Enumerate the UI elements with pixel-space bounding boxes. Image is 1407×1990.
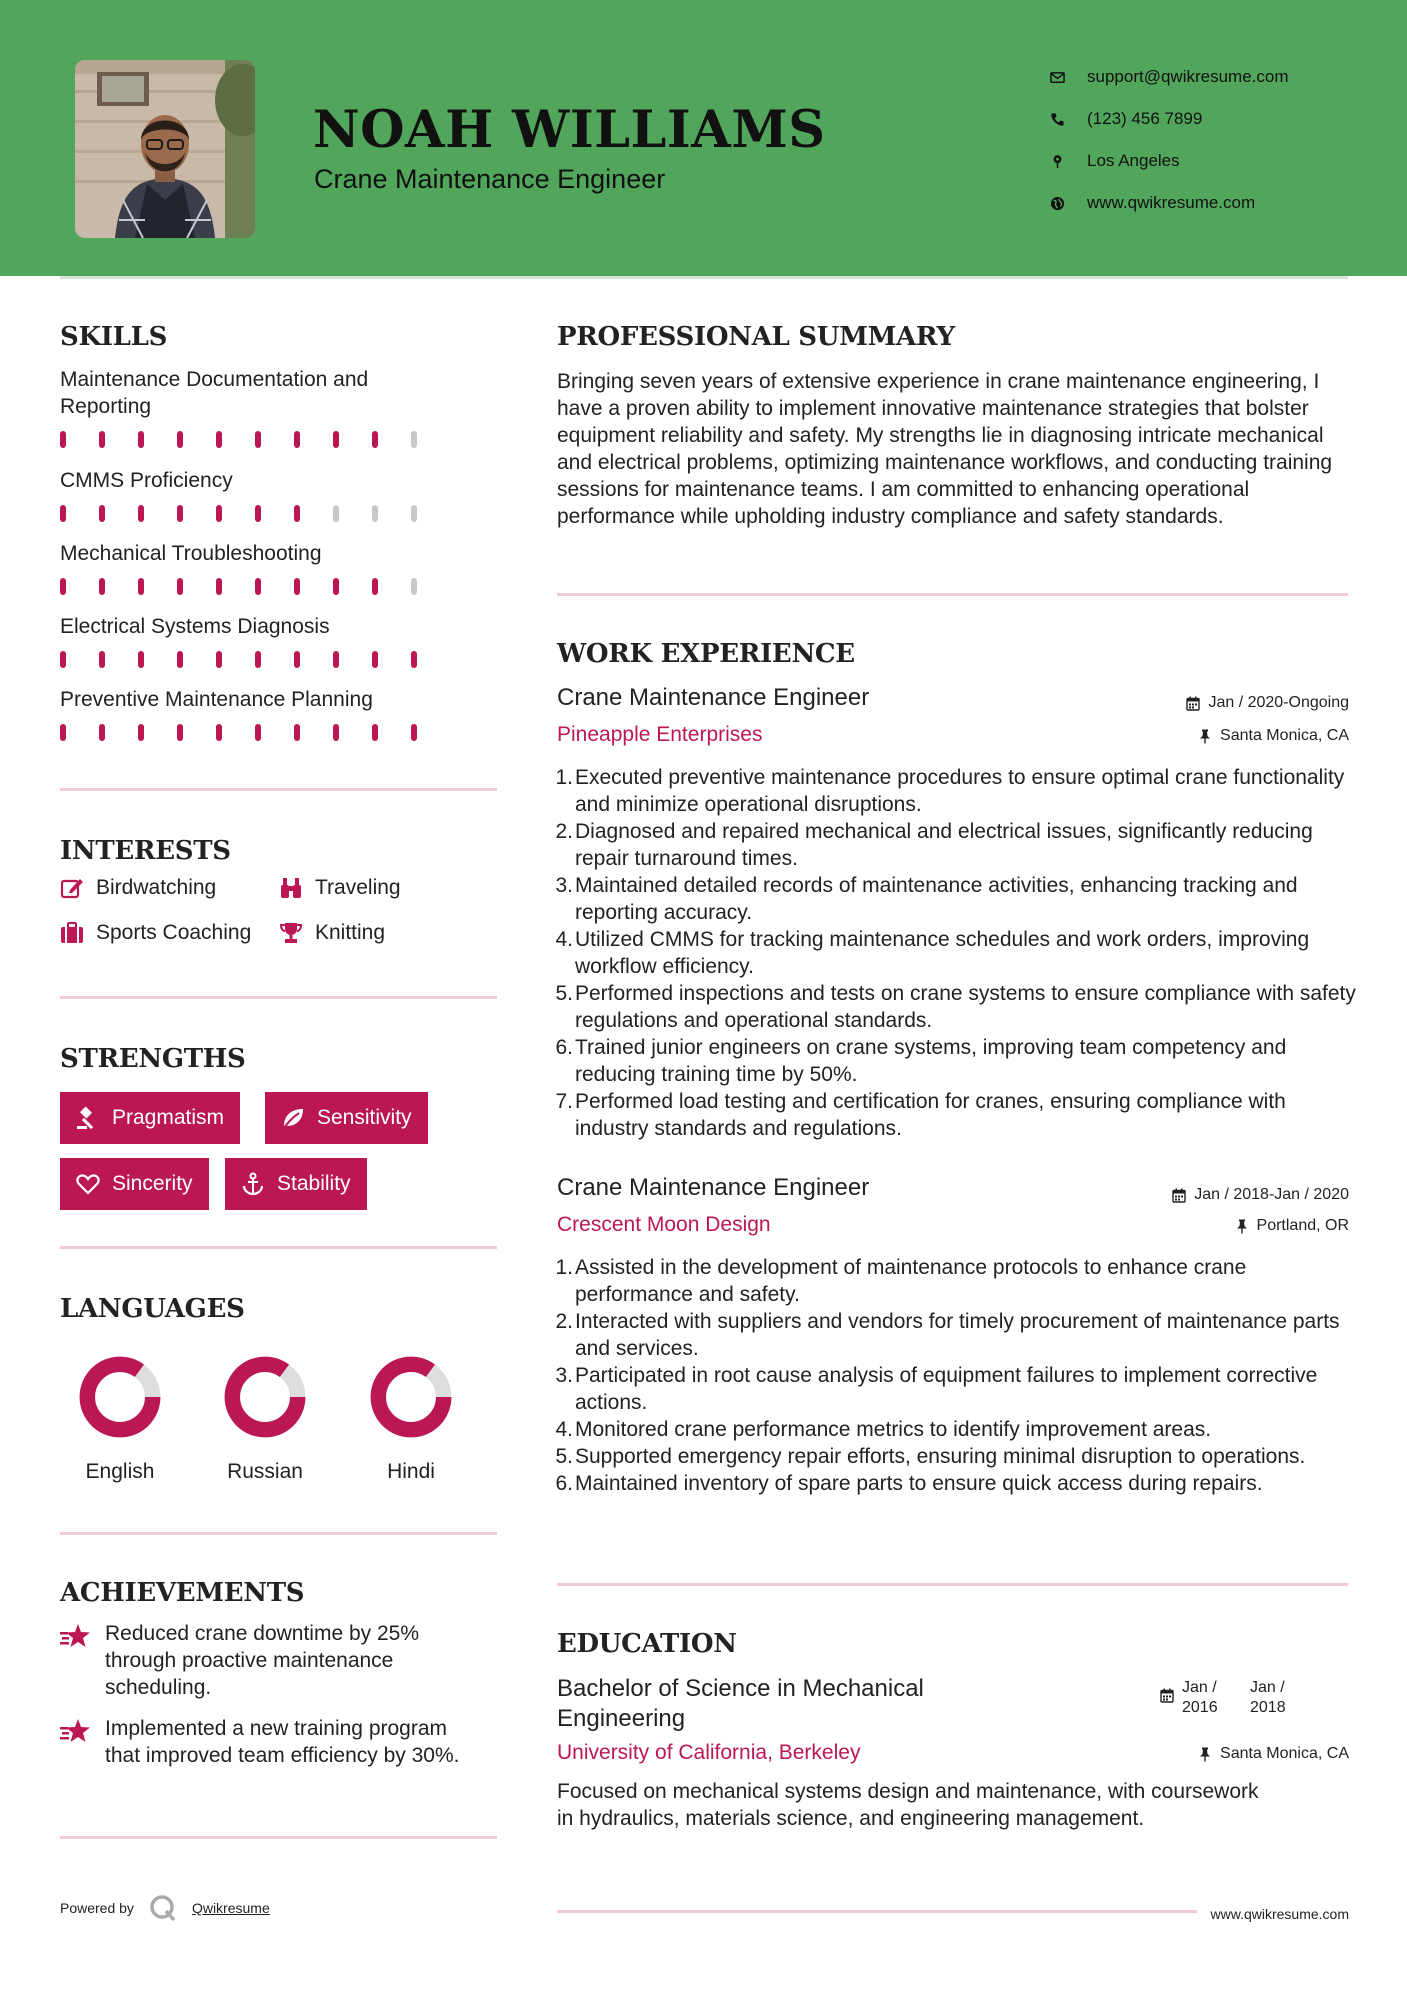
- rating-dot-filled: [333, 431, 339, 448]
- bullet-number: 6.: [555, 1472, 573, 1495]
- job-bullets: [557, 1254, 1357, 1497]
- rating-dot-filled: [294, 651, 300, 668]
- achievement-item: [60, 1715, 475, 1769]
- skill-name: Maintenance Documentation and Reporting: [60, 368, 369, 418]
- rating-dot-filled: [411, 651, 417, 668]
- language-name: Russian: [227, 1460, 303, 1483]
- rating-dot-filled: [99, 724, 105, 741]
- calendar-icon: [1186, 696, 1200, 711]
- bullet-text: Supported emergency repair efforts, ensuring minimal disruption to operations.: [575, 1445, 1306, 1468]
- rating-dot-filled: [177, 431, 183, 448]
- rating-dot-filled: [333, 578, 339, 595]
- achievements-heading: ACHIEVEMENTS: [60, 1578, 305, 1608]
- strength-label: Sincerity: [112, 1172, 193, 1195]
- company-name: Pineapple Enterprises: [557, 723, 763, 746]
- rating-dot-filled: [372, 578, 378, 595]
- star-icon: [60, 1717, 92, 1745]
- rating-dot-filled: [216, 505, 222, 522]
- candidate-name: NOAH WILLIAMS: [313, 100, 826, 160]
- rating-dot-filled: [138, 505, 144, 522]
- job-dates: [1186, 694, 1349, 712]
- rating-dot-filled: [99, 578, 105, 595]
- divider: [60, 1246, 497, 1249]
- job-bullet: [557, 1088, 1357, 1142]
- briefcase-icon: [60, 921, 84, 945]
- pushpin-icon: [1198, 1747, 1212, 1762]
- bullet-number: 2.: [555, 1310, 573, 1333]
- interest-label: Traveling: [315, 876, 401, 899]
- skill-name: Electrical Systems Diagnosis: [60, 615, 330, 638]
- language-item: [60, 1354, 180, 1484]
- job-bullet: [557, 1443, 1357, 1470]
- candidate-title: Crane Maintenance Engineer: [314, 164, 666, 194]
- contact-email[interactable]: [1050, 56, 1289, 98]
- skills-heading: SKILLS: [60, 322, 168, 352]
- divider: [60, 996, 497, 999]
- degree-title: Bachelor of Science in Mechanical Engineering: [557, 1675, 924, 1732]
- job-bullet: [557, 926, 1357, 980]
- job-bullet: [557, 1362, 1357, 1416]
- rating-dot-filled: [99, 431, 105, 448]
- education-dates: [1160, 1678, 1305, 1718]
- job-title: Crane Maintenance Engineer: [557, 684, 870, 711]
- job-location: [1235, 1217, 1349, 1235]
- rating-dot-filled: [372, 724, 378, 741]
- rating-dot-filled: [138, 578, 144, 595]
- skill-rating: [60, 724, 450, 741]
- job-bullet: [557, 872, 1357, 926]
- rating-dot-filled: [138, 724, 144, 741]
- bullet-text: Trained junior engineers on crane systems, improving team competency and reducing training time by 50%.: [575, 1036, 1287, 1086]
- rating-dot-filled: [255, 505, 261, 522]
- contact-location: [1050, 140, 1289, 182]
- rating-dot-filled: [60, 724, 66, 741]
- rating-dot-filled: [138, 651, 144, 668]
- education-location-text: Santa Monica, CA: [1220, 1745, 1349, 1762]
- bullet-number: 6.: [555, 1036, 573, 1059]
- bullet-number: 3.: [555, 1364, 573, 1387]
- skill-rating: [60, 651, 450, 668]
- language-item: [351, 1354, 471, 1484]
- bullet-text: Participated in root cause analysis of equipment failures to implement corrective actions.: [575, 1364, 1318, 1414]
- rating-dot-filled: [60, 431, 66, 448]
- summary-text: Bringing seven years of extensive experience in crane maintenance engineering, I have a proven ability to implement innovative maintenance strategies that bolster equipment reliability and safety. My strengths lie in diagnosing intricate mechanical and electrical problems, optimizing maintenance workflows, and conducting training sessions for maintenance teams. I am committed to enhancing operational performance while upholding industry compliance and safety standards.: [557, 370, 1333, 528]
- bullet-text: Maintained inventory of spare parts to ensure quick access during repairs.: [575, 1472, 1263, 1495]
- pushpin-icon: [1235, 1219, 1249, 1234]
- rating-dot-filled: [294, 505, 300, 522]
- language-name: English: [85, 1460, 155, 1483]
- rating-dot-filled: [216, 578, 222, 595]
- gavel-icon: [76, 1106, 100, 1130]
- bullet-number: 4.: [555, 928, 573, 951]
- achievement-text: Implemented a new training program that improved team efficiency by 30%.: [105, 1717, 460, 1767]
- interest-item: [60, 876, 216, 900]
- divider: [60, 1532, 497, 1535]
- globe-icon: [1050, 196, 1087, 211]
- rating-dot-filled: [177, 505, 183, 522]
- pushpin-icon: [1198, 729, 1212, 744]
- strength-tag: [60, 1158, 209, 1210]
- language-donut: [77, 1354, 163, 1440]
- rating-dot-empty: [411, 505, 417, 522]
- job-bullet: [557, 818, 1357, 872]
- header-divider: [60, 276, 1348, 279]
- star-icon: [60, 1622, 92, 1650]
- anchor-icon: [241, 1172, 265, 1196]
- rating-dot-filled: [255, 431, 261, 448]
- strength-tag: [265, 1092, 428, 1144]
- calendar-icon: [1160, 1688, 1174, 1703]
- interest-item: [279, 921, 385, 945]
- bullet-text: Assisted in the development of maintenance protocols to enhance crane performance and safety.: [575, 1256, 1247, 1306]
- bullet-text: Interacted with suppliers and vendors for timely procurement of maintenance parts and services.: [575, 1310, 1340, 1360]
- bullet-number: 5.: [555, 1445, 573, 1468]
- skill-item: [60, 467, 450, 522]
- strength-label: Sensitivity: [317, 1106, 412, 1129]
- bullet-text: Utilized CMMS for tracking maintenance schedules and work orders, improving workflow efficiency.: [575, 928, 1310, 978]
- contact-list: [1050, 56, 1289, 224]
- bullet-text: Executed preventive maintenance procedures to ensure optimal crane functionality and minimize operational disruptions.: [575, 766, 1345, 816]
- rating-dot-filled: [294, 724, 300, 741]
- bullet-number: 4.: [555, 1418, 573, 1441]
- interest-item: [279, 876, 401, 900]
- rating-dot-filled: [216, 431, 222, 448]
- divider: [60, 1836, 497, 1839]
- rating-dot-filled: [372, 651, 378, 668]
- job-dates: [1172, 1186, 1349, 1204]
- job-location: [1198, 727, 1349, 745]
- language-donut: [222, 1354, 308, 1440]
- rating-dot-filled: [60, 651, 66, 668]
- interest-label: Birdwatching: [96, 876, 217, 899]
- phone-icon: [1050, 112, 1087, 127]
- job-bullet: [557, 1308, 1357, 1362]
- education-location: [1198, 1745, 1349, 1763]
- skill-name: CMMS Proficiency: [60, 469, 233, 492]
- interest-item: [60, 921, 251, 945]
- language-item: [205, 1354, 325, 1484]
- contact-email-text: support@qwikresume.com: [1087, 67, 1289, 86]
- strength-label: Pragmatism: [112, 1106, 225, 1129]
- rating-dot-filled: [138, 431, 144, 448]
- footer-website[interactable]: www.qwikresume.com: [1210, 1906, 1349, 1922]
- brand-link[interactable]: Qwikresume: [191, 1900, 270, 1916]
- rating-dot-filled: [177, 578, 183, 595]
- language-donut: [368, 1354, 454, 1440]
- rating-dot-filled: [255, 724, 261, 741]
- contact-phone-text: (123) 456 7899: [1087, 109, 1203, 128]
- job-bullets: [557, 764, 1357, 1142]
- education-heading: EDUCATION: [557, 1629, 737, 1659]
- footer-divider: [557, 1910, 1197, 1913]
- map-pin-icon: [1050, 154, 1087, 169]
- skill-name: Preventive Maintenance Planning: [60, 688, 373, 711]
- strengths-heading: STRENGTHS: [60, 1044, 246, 1074]
- skill-rating: [60, 431, 450, 448]
- rating-dot-filled: [255, 651, 261, 668]
- bullet-number: 3.: [555, 874, 573, 897]
- rating-dot-empty: [372, 505, 378, 522]
- skill-rating: [60, 578, 450, 595]
- education-description: Focused on mechanical systems design and maintenance, with coursework in hydraulics, materials science, and engineering management.: [557, 1780, 1259, 1830]
- divider: [557, 1583, 1348, 1586]
- rating-dot-filled: [177, 651, 183, 668]
- interest-label: Sports Coaching: [96, 921, 252, 944]
- rating-dot-filled: [216, 724, 222, 741]
- rating-dot-filled: [333, 724, 339, 741]
- rating-dot-filled: [294, 578, 300, 595]
- bullet-text: Diagnosed and repaired mechanical and electrical issues, significantly reducing repair turnaround times.: [575, 820, 1313, 870]
- leaf-icon: [281, 1106, 305, 1130]
- rating-dot-filled: [177, 724, 183, 741]
- rating-dot-filled: [294, 431, 300, 448]
- powered-by: [60, 1893, 270, 1923]
- bullet-number: 2.: [555, 820, 573, 843]
- job-bullet: [557, 1416, 1357, 1443]
- rating-dot-filled: [216, 651, 222, 668]
- rating-dot-filled: [372, 431, 378, 448]
- pencil-square-icon: [60, 876, 84, 900]
- rating-dot-empty: [411, 578, 417, 595]
- job-location-text: Santa Monica, CA: [1220, 727, 1349, 744]
- strength-tag: [60, 1092, 240, 1144]
- strength-tag: [225, 1158, 367, 1210]
- company-name: Crescent Moon Design: [557, 1213, 771, 1236]
- achievement-text: Reduced crane downtime by 25% through proactive maintenance scheduling.: [105, 1622, 420, 1699]
- divider: [557, 593, 1348, 596]
- powered-by-text: Powered by: [60, 1900, 134, 1916]
- contact-website-text: www.qwikresume.com: [1087, 193, 1256, 212]
- job-bullet: [557, 1254, 1357, 1308]
- divider: [60, 788, 497, 791]
- bullet-text: Performed inspections and tests on crane systems to ensure compliance with safety regulations and operational standards.: [575, 982, 1356, 1032]
- rating-dot-empty: [411, 431, 417, 448]
- rating-dot-filled: [60, 505, 66, 522]
- contact-location-text: Los Angeles: [1087, 151, 1180, 170]
- job-title: Crane Maintenance Engineer: [557, 1174, 870, 1201]
- skill-item: [60, 686, 450, 741]
- bullet-text: Performed load testing and certification for cranes, ensuring compliance with industry standards and regulations.: [575, 1090, 1286, 1140]
- trophy-icon: [279, 921, 303, 945]
- rating-dot-filled: [60, 578, 66, 595]
- strength-label: Stability: [277, 1172, 351, 1195]
- achievement-item: [60, 1620, 475, 1701]
- job-bullet: [557, 980, 1357, 1034]
- rating-dot-filled: [333, 651, 339, 668]
- bullet-text: Maintained detailed records of maintenance activities, enhancing tracking and reporting accuracy.: [575, 874, 1298, 924]
- rating-dot-empty: [333, 505, 339, 522]
- school-name: University of California, Berkeley: [557, 1741, 861, 1764]
- education-start: Jan / 2016: [1182, 1679, 1218, 1716]
- job-bullet: [557, 1034, 1357, 1088]
- profile-photo: [75, 60, 255, 238]
- rating-dot-filled: [411, 724, 417, 741]
- job-bullet: [557, 764, 1357, 818]
- languages-heading: LANGUAGES: [60, 1294, 245, 1324]
- summary-heading: PROFESSIONAL SUMMARY: [557, 322, 955, 352]
- skill-item: [60, 613, 450, 668]
- contact-phone[interactable]: [1050, 98, 1289, 140]
- bullet-number: 7.: [555, 1090, 573, 1113]
- skill-rating: [60, 505, 450, 522]
- contact-website[interactable]: [1050, 182, 1289, 224]
- rating-dot-filled: [99, 651, 105, 668]
- bullet-number: 1.: [555, 766, 573, 789]
- skill-name: Mechanical Troubleshooting: [60, 542, 322, 565]
- job-dates-text: Jan / 2018-Jan / 2020: [1194, 1186, 1349, 1203]
- skill-item: [60, 366, 450, 448]
- interest-label: Knitting: [315, 921, 386, 944]
- rating-dot-filled: [255, 578, 261, 595]
- calendar-icon: [1172, 1188, 1186, 1203]
- job-location-text: Portland, OR: [1256, 1217, 1349, 1234]
- interests-heading: INTERESTS: [60, 836, 231, 866]
- resume-header: [0, 0, 1407, 276]
- experience-heading: WORK EXPERIENCE: [557, 639, 855, 669]
- heart-icon: [76, 1172, 100, 1196]
- envelope-icon: [1050, 70, 1087, 85]
- education-end: Jan / 2018: [1250, 1679, 1286, 1716]
- job-dates-text: Jan / 2020-Ongoing: [1208, 694, 1349, 711]
- binoculars-icon: [279, 876, 303, 900]
- language-name: Hindi: [387, 1460, 435, 1483]
- qwikresume-logo-icon: [148, 1893, 178, 1923]
- rating-dot-filled: [99, 505, 105, 522]
- bullet-text: Monitored crane performance metrics to identify improvement areas.: [575, 1418, 1212, 1441]
- bullet-number: 5.: [555, 982, 573, 1005]
- bullet-number: 1.: [555, 1256, 573, 1279]
- skill-item: [60, 540, 450, 595]
- job-bullet: [557, 1470, 1357, 1497]
